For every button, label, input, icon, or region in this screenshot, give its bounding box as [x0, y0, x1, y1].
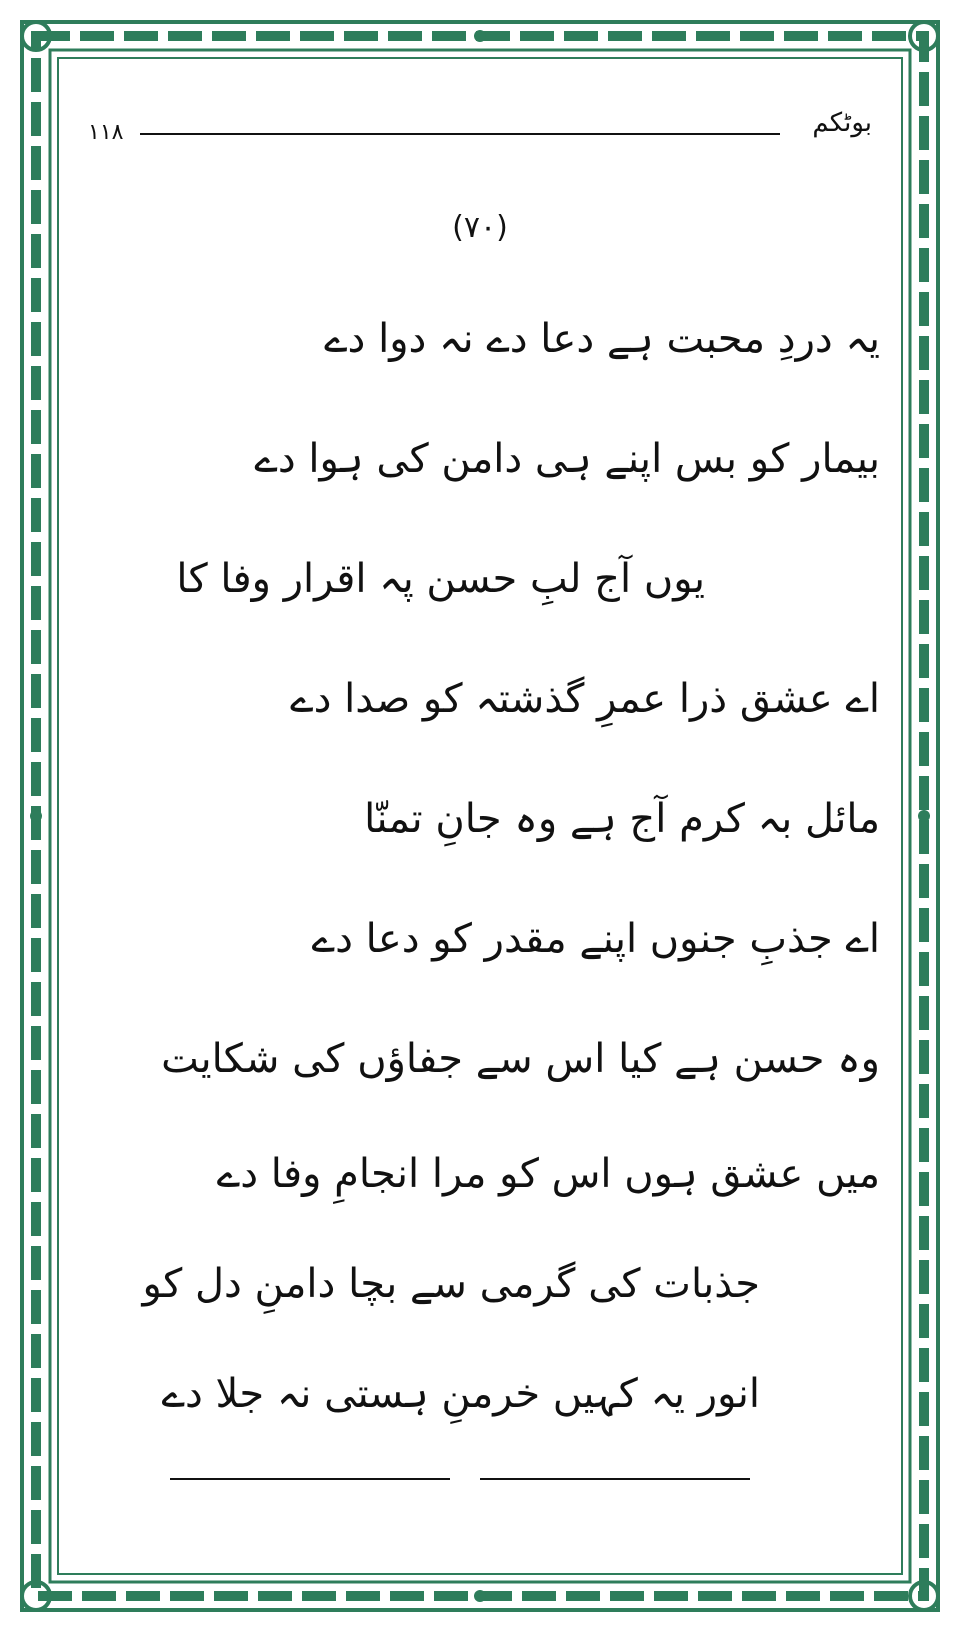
verse-line: انور یہ کہیں خرمنِ ہستی نہ جلا دے — [161, 1371, 760, 1417]
footer-rule — [170, 1478, 450, 1480]
header-rule — [140, 133, 780, 135]
footer-rule — [480, 1478, 750, 1480]
verse-line: وہ حسن ہے کیا اس سے جفاؤں کی شکایت — [161, 1036, 880, 1082]
verse-line: یوں آج لبِ حسن پہ اقرار وفا کا — [176, 556, 705, 602]
verse-line: میں عشق ہوں اس کو مرا انجامِ وفا دے — [216, 1151, 880, 1197]
verse-line: یہ دردِ محبت ہے دعا دے نہ دوا دے — [324, 316, 880, 362]
book-title: بوٹکم — [812, 108, 872, 138]
poem-number: (۷۰) — [452, 210, 508, 245]
verse-line: مائل بہ کرم آج ہے وہ جانِ تمنّا — [364, 796, 880, 842]
verse-line: اے جذبِ جنوں اپنے مقدر کو دعا دے — [311, 916, 880, 962]
verse-line: اے عشق ذرا عمرِ گذشتہ کو صدا دے — [290, 676, 880, 722]
page-content — [60, 60, 900, 1572]
page-number: ۱۱۸ — [88, 120, 124, 145]
verse-line: بیمار کو بس اپنے ہی دامن کی ہوا دے — [254, 436, 880, 482]
verse-line: جذبات کی گرمی سے بچا دامنِ دل کو — [142, 1261, 760, 1307]
